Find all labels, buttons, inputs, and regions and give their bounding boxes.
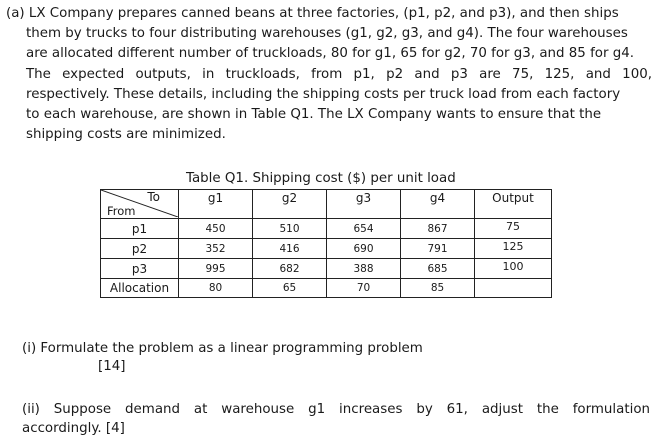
row-label-p3: p3 bbox=[101, 259, 179, 279]
question-ii-line-1: (ii) Suppose demand at warehouse g1 increases by 61, adjust the formulation bbox=[22, 402, 650, 417]
table-row bbox=[101, 259, 552, 279]
allocation-cell: 85 bbox=[401, 279, 475, 298]
cost-cell: 416 bbox=[253, 239, 327, 259]
question-i: (i) Formulate the problem as a linear programming problem bbox=[22, 341, 423, 356]
cost-cell: 388 bbox=[327, 259, 401, 279]
allocation-cell: 70 bbox=[327, 279, 401, 298]
row-label-p2: p2 bbox=[101, 239, 179, 259]
table-caption: Table Q1. Shipping cost ($) per unit load bbox=[186, 171, 456, 186]
cost-cell: 867 bbox=[401, 219, 475, 239]
intro-line-7: shipping costs are minimized. bbox=[26, 127, 226, 143]
question-ii-line-2: accordingly. [4] bbox=[22, 421, 125, 436]
table-row bbox=[101, 219, 552, 239]
allocation-cell: 65 bbox=[253, 279, 327, 298]
cost-cell: 995 bbox=[179, 259, 253, 279]
question-i-marks: [14] bbox=[98, 359, 126, 374]
cost-cell: 352 bbox=[179, 239, 253, 259]
intro-line-4: The expected outputs, in truckloads, from p1, p2 and p3 are 75, 125, and 100, bbox=[26, 66, 652, 82]
allocation-output-cell bbox=[475, 279, 552, 298]
cost-cell: 791 bbox=[401, 239, 475, 259]
cost-cell: 654 bbox=[327, 219, 401, 239]
cost-cell: 682 bbox=[253, 259, 327, 279]
header-g4: g4 bbox=[401, 190, 475, 219]
shipping-cost-table bbox=[100, 189, 552, 298]
intro-line-2: them by trucks to four distributing warehouses (g1, g2, g3, and g4). The four warehouses bbox=[26, 26, 628, 42]
output-cell: 125 bbox=[475, 239, 552, 259]
intro-line-3: are allocated different number of truckloads, 80 for g1, 65 for g2, 70 for g3, and 85 for g4. bbox=[26, 46, 635, 62]
header-g2: g2 bbox=[253, 190, 327, 219]
allocation-cell: 80 bbox=[179, 279, 253, 298]
problem-statement bbox=[6, 4, 652, 145]
row-label-p1: p1 bbox=[101, 219, 179, 239]
row-label-allocation: Allocation bbox=[101, 279, 179, 298]
intro-line-5: respectively. These details, including the shipping costs per truck load from each factory bbox=[26, 86, 621, 102]
header-g1: g1 bbox=[179, 190, 253, 219]
cost-cell: 685 bbox=[401, 259, 475, 279]
cost-cell: 510 bbox=[253, 219, 327, 239]
corner-cell bbox=[101, 190, 179, 219]
table-row bbox=[101, 239, 552, 259]
corner-from-label: From bbox=[107, 204, 136, 218]
intro-line-1: (a) LX Company prepares canned beans at three factories, (p1, p2, and p3), and then ships bbox=[6, 6, 619, 21]
output-cell: 100 bbox=[475, 259, 552, 279]
corner-to-label: To bbox=[147, 190, 160, 204]
output-cell: 75 bbox=[475, 219, 552, 239]
intro-line-6: to each warehouse, are shown in Table Q1. The LX Company wants to ensure that the bbox=[26, 107, 602, 123]
allocation-row bbox=[101, 279, 552, 298]
cost-cell: 450 bbox=[179, 219, 253, 239]
table-header-row bbox=[101, 190, 552, 219]
header-output: Output bbox=[475, 190, 552, 219]
header-g3: g3 bbox=[327, 190, 401, 219]
cost-cell: 690 bbox=[327, 239, 401, 259]
